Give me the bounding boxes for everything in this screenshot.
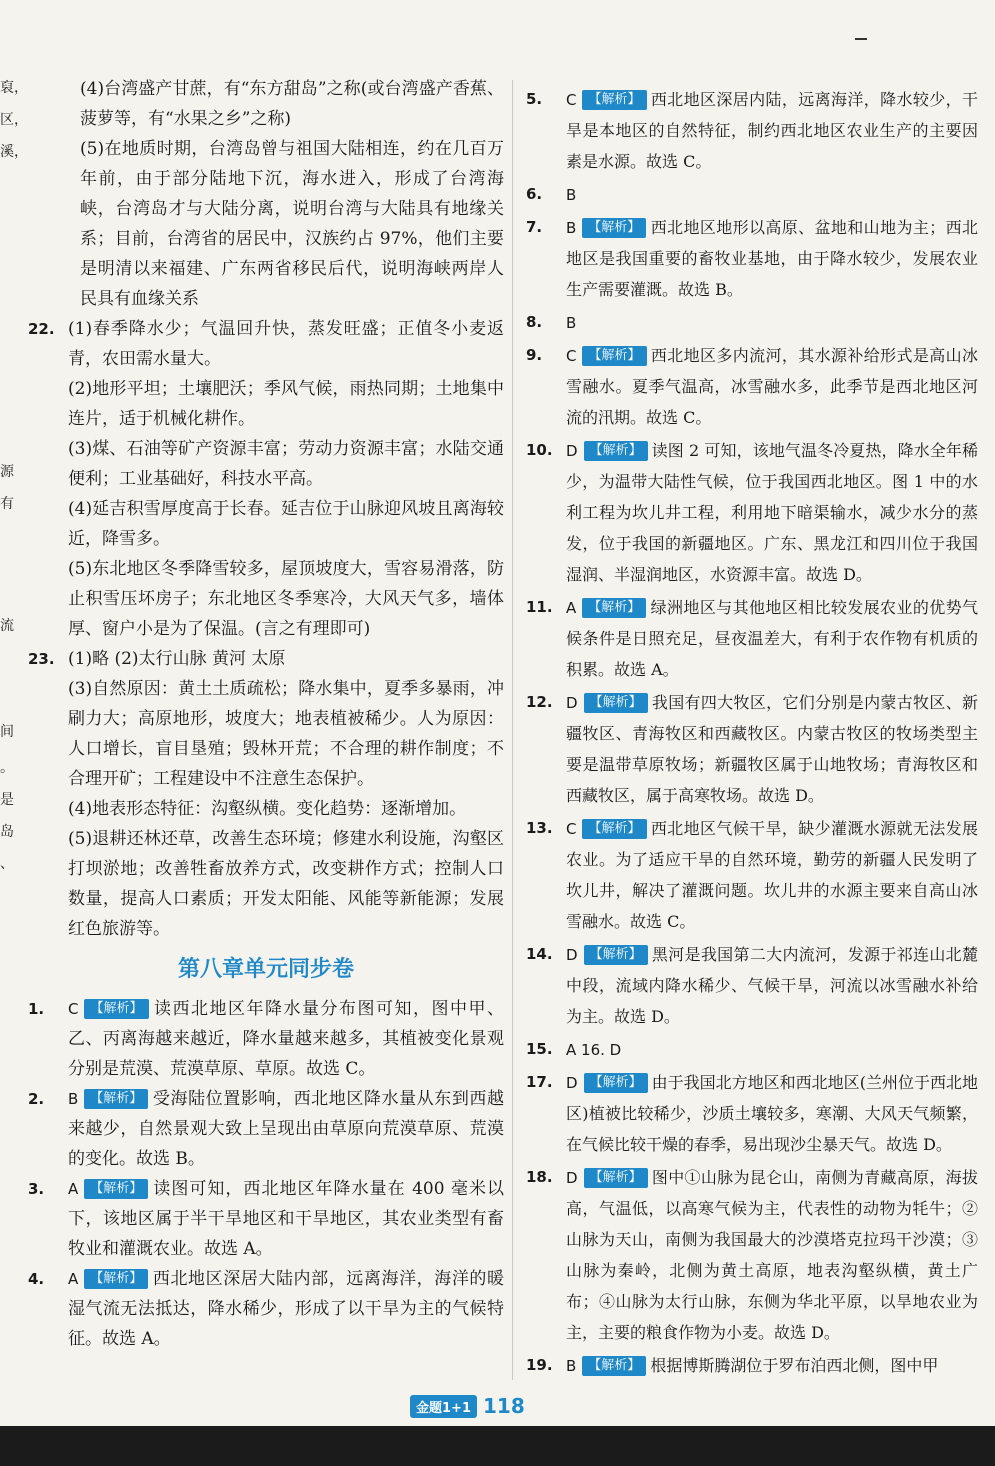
edge-fragment: 。 <box>0 760 14 776</box>
answer-item: (3)自然原因：黄土土质疏松；降水集中，夏季多暴雨，冲刷力大；高原地形，坡度大；地表植被稀少。人为原因：人口增长，盲目垦殖；毁林开荒；不合理的耕作制度；不合理开矿；工程建设中不注意生态保护。 <box>68 679 504 789</box>
answer-letter: D <box>566 442 578 460</box>
answer-line <box>566 212 978 305</box>
top-mark <box>855 38 867 40</box>
analysis-text: 西北地区深居大陆内部，远离海洋，海洋的暖湿气流无法抵达，降水稀少，形成了以干旱为主的气候特征。故选 A。 <box>68 1269 504 1349</box>
edge-fragment: 是 <box>0 792 14 808</box>
question-number: 10. <box>526 441 553 459</box>
analysis-text: 黑河是我国第二大内流河，发源于祁连山北麓中段，流域内降水稀少、气候干旱，河流以冰雪融水补给为主。故选 D。 <box>566 945 978 1026</box>
answer-item: (5)退耕还林还草，改善生态环境；修建水利设施，沟壑区打坝淤地；改善牲畜放养方式，改变耕作方式；控制人口数量，提高人口素质；开发太阳能、风能等新能源；发展红色旅游等。 <box>68 829 504 939</box>
question-number: 4. <box>28 1270 45 1288</box>
left-column <box>28 74 504 1354</box>
answer-item: (3)煤、石油等矿产资源丰富；劳动力资源丰富；水陆交通便利；工业基础好，科技水平高。 <box>68 439 504 489</box>
mc-question <box>526 340 978 433</box>
analysis-text: 西北地区气候干旱，缺少灌溉水源就无法发展农业。为了适应干旱的自然环境，勤劳的新疆人民发明了坎儿井，解决了灌溉问题。坎儿井的水源主要来自高山冰雪融水。故选 C。 <box>566 819 978 931</box>
analysis-tag: 【解析】 <box>582 218 646 238</box>
analysis-tag: 【解析】 <box>582 819 646 839</box>
answer-line <box>566 435 978 590</box>
page-footer <box>410 1394 525 1418</box>
answer-line <box>566 179 582 210</box>
mc-question <box>526 813 978 937</box>
mc-question <box>28 1084 504 1174</box>
question-number: 2. <box>28 1090 45 1108</box>
analysis-tag: 【解析】 <box>84 1089 148 1109</box>
analysis-tag: 【解析】 <box>582 346 646 366</box>
analysis-tag: 【解析】 <box>582 90 646 110</box>
mc-question <box>526 1067 978 1160</box>
mc-question <box>526 1350 978 1381</box>
analysis-text: 西北地区深居内陆，远离海洋，降水较少，干旱是本地区的自然特征，制约西北地区农业生产的主要因素是水源。故选 C。 <box>566 90 978 171</box>
analysis-tag: 【解析】 <box>584 945 648 965</box>
chapter-title: 第八章单元同步卷 <box>177 957 354 982</box>
answer-letter: B <box>566 1357 577 1375</box>
answer-line <box>566 687 978 811</box>
mc-question <box>526 212 978 305</box>
question-number: 7. <box>526 218 543 236</box>
analysis-tag: 【解析】 <box>84 999 148 1019</box>
edge-fragment: 间 <box>0 724 14 740</box>
answer-line <box>566 939 978 1032</box>
answer-item: (1)略 (2)太行山脉 黄河 太原 <box>68 649 286 669</box>
q21-item: (5)在地质时期，台湾岛曾与祖国大陆相连，约在几百万年前，由于部分陆地下沉，海水进入，形成了台湾海峡，台湾岛才与大陆分离，说明台湾与大陆具有地缘关系；目前，台湾省的居民中，汉族约占 97%，他们主要是明清以来福建、广东两省移民后代，说明海峡两岸人民具有血缘关系 <box>80 139 504 309</box>
answer-letter: C <box>566 820 577 838</box>
column-divider <box>512 80 513 1380</box>
question-number: 12. <box>526 693 553 711</box>
answer-letter: C <box>566 91 577 109</box>
analysis-text: 绿洲地区与其他地区相比较发展农业的优势气候条件是日照充足，昼夜温差大，有利于农作物有机质的积累。故选 A。 <box>566 598 978 679</box>
question-number: 22. <box>28 320 55 338</box>
answer-line <box>566 340 978 433</box>
analysis-text: 西北地区地形以高原、盆地和山地为主；西北地区是我国重要的畜牧业基地，由于降水较少，发展农业生产需要灌溉。故选 B。 <box>566 218 978 299</box>
answer-letter: D <box>566 1074 578 1092</box>
answer-line <box>566 1162 978 1348</box>
question-number: 6. <box>526 185 543 203</box>
analysis-text: 读图可知，西北地区年降水量在 400 毫米以下，该地区属于半干旱地区和干旱地区，其农业类型有畜牧业和灌溉农业。故选 A。 <box>68 1179 504 1259</box>
answer-letter: D <box>566 694 578 712</box>
answer-letter: A 16. D <box>566 1041 622 1059</box>
question-number: 18. <box>526 1168 553 1186</box>
question-number: 11. <box>526 598 553 616</box>
answer-letter: B <box>68 1090 79 1108</box>
answer-letter: B <box>566 314 577 332</box>
question-number: 14. <box>526 945 553 963</box>
edge-fragment: 源 <box>0 464 14 480</box>
answer-line <box>566 592 978 685</box>
analysis-tag: 【解析】 <box>84 1179 148 1199</box>
analysis-tag: 【解析】 <box>582 598 646 618</box>
question-number: 23. <box>28 650 55 668</box>
answer-letter: A <box>68 1270 79 1288</box>
question-number: 9. <box>526 346 543 364</box>
answer-letter: C <box>68 1000 79 1018</box>
edge-fragment: 裒， <box>0 80 28 96</box>
answer-item: (4)延吉积雪厚度高于长春。延吉位于山脉迎风坡且离海较近，降雪多。 <box>68 499 504 549</box>
edge-fragment: 有 <box>0 496 14 512</box>
answer-letter: A <box>566 599 577 617</box>
answer-line <box>566 813 978 937</box>
analysis-tag: 【解析】 <box>584 441 648 461</box>
mc-question <box>28 1264 504 1354</box>
q21-item: (4)台湾盛产甘蔗，有“东方甜岛”之称(或台湾盛产香蕉、菠萝等，有“水果之乡”之称) <box>80 79 504 129</box>
question-number: 13. <box>526 819 553 837</box>
analysis-tag: 【解析】 <box>584 693 648 713</box>
mc-question <box>526 179 978 210</box>
right-column <box>526 84 978 1383</box>
analysis-tag: 【解析】 <box>584 1073 648 1093</box>
question-number: 1. <box>28 1000 45 1018</box>
edge-fragment: 溪， <box>0 144 28 160</box>
answer-letter: B <box>566 186 577 204</box>
mc-question <box>526 84 978 177</box>
edge-fragment: 区， <box>0 112 28 128</box>
answer-line <box>566 1067 978 1160</box>
answer-item: (4)地表形态特征：沟壑纵横。变化趋势：逐渐增加。 <box>68 799 467 819</box>
question-number: 19. <box>526 1356 553 1374</box>
answer-letter: A <box>68 1180 79 1198</box>
mc-question <box>526 687 978 811</box>
analysis-text: 我国有四大牧区，它们分别是内蒙古牧区、新疆牧区、青海牧区和西藏牧区。内蒙古牧区的牧场类型主要是温带草原牧场；新疆牧区属于山地牧场；青海牧区和西藏牧区，属于高寒牧场。故选 D。 <box>566 693 978 805</box>
answer-letter: D <box>566 1169 578 1187</box>
analysis-tag: 【解析】 <box>582 1356 646 1376</box>
brand-logo: 金题1+1 <box>410 1395 477 1418</box>
question-number: 17. <box>526 1073 553 1091</box>
edge-fragment: 流 <box>0 618 14 634</box>
question-number: 5. <box>526 90 543 108</box>
analysis-text: 根据博斯腾湖位于罗布泊西北侧，图中甲 <box>650 1356 939 1375</box>
analysis-text: 读图 2 可知，该地气温冬冷夏热，降水全年稀少，为温带大陆性气候，位于我国西北地区。图 1 中的水利工程为坎儿井工程，利用地下暗渠输水，减少水分的蒸发，位于我国的新疆地区。广东、黑龙江和四川位于我国湿润、半湿润地区，水资源丰富。故选 D。 <box>566 441 978 584</box>
question-23 <box>28 644 504 944</box>
analysis-text: 受海陆位置影响，西北地区降水量从东到西越来越少，自然景观大致上呈现出由草原向荒漠草原、荒漠的变化。故选 B。 <box>68 1089 504 1169</box>
answer-line <box>566 1034 627 1065</box>
question-number: 8. <box>526 313 543 331</box>
question-number: 15. <box>526 1040 553 1058</box>
answer-line <box>566 307 582 338</box>
answer-line <box>566 84 978 177</box>
question-number: 3. <box>28 1180 45 1198</box>
analysis-text: 读西北地区年降水量分布图可知，图中甲、乙、丙离海越来越近，降水量越来越多，其植被变化景观分别是荒漠、荒漠草原、草原。故选 C。 <box>68 999 504 1079</box>
mc-question <box>28 994 504 1084</box>
answer-line <box>566 1350 938 1381</box>
edge-fragment: 、 <box>0 856 14 872</box>
analysis-text: 图中①山脉为昆仑山，南侧为青藏高原，海拔高，气温低，以高寒气候为主，代表性的动物为牦牛；②山脉为天山，南侧为我国最大的沙漠塔克拉玛干沙漠；③山脉为秦岭，北侧为黄土高原，地表沟壑纵横，黄土广布；④山脉为太行山脉，东侧为华北平原，以旱地农业为主，主要的粮食作物为小麦。故选 D。 <box>566 1168 978 1342</box>
mc-question <box>526 1162 978 1348</box>
answer-item: (2)地形平坦；土壤肥沃；季风气候，雨热同期；土地集中连片，适于机械化耕作。 <box>68 379 504 429</box>
answer-item: (5)东北地区冬季降雪较多，屋顶坡度大，雪容易滑落，防止积雪压坏房子；东北地区冬季寒冷，大风天气多，墙体厚、窗户小是为了保温。(言之有理即可) <box>68 559 504 639</box>
mc-question <box>28 1174 504 1264</box>
mc-question <box>526 939 978 1032</box>
mc-question <box>526 435 978 590</box>
analysis-text: 西北地区多内流河，其水源补给形式是高山冰雪融水。夏季气温高，冰雪融水多，此季节是西北地区河流的汛期。故选 C。 <box>566 346 978 427</box>
mc-question <box>526 1034 978 1065</box>
answer-letter: C <box>566 347 577 365</box>
analysis-text: 由于我国北方地区和西北地区(兰州位于西北地区)植被比较稀少，沙质土壤较多，寒潮、大风天气频繁，在气候比较干燥的春季，易出现沙尘暴天气。故选 D。 <box>566 1073 978 1154</box>
analysis-tag: 【解析】 <box>584 1168 648 1188</box>
question-22 <box>28 314 504 644</box>
edge-fragment: 岛 <box>0 824 14 840</box>
page-number: 118 <box>482 1394 525 1418</box>
analysis-tag: 【解析】 <box>84 1269 148 1289</box>
mc-question <box>526 592 978 685</box>
bottom-edge <box>0 1426 995 1466</box>
answer-item: (1)春季降水少；气温回升快，蒸发旺盛；正值冬小麦返青，农田需水量大。 <box>68 319 504 369</box>
mc-question <box>526 307 978 338</box>
answer-letter: D <box>566 946 578 964</box>
answer-letter: B <box>566 219 577 237</box>
